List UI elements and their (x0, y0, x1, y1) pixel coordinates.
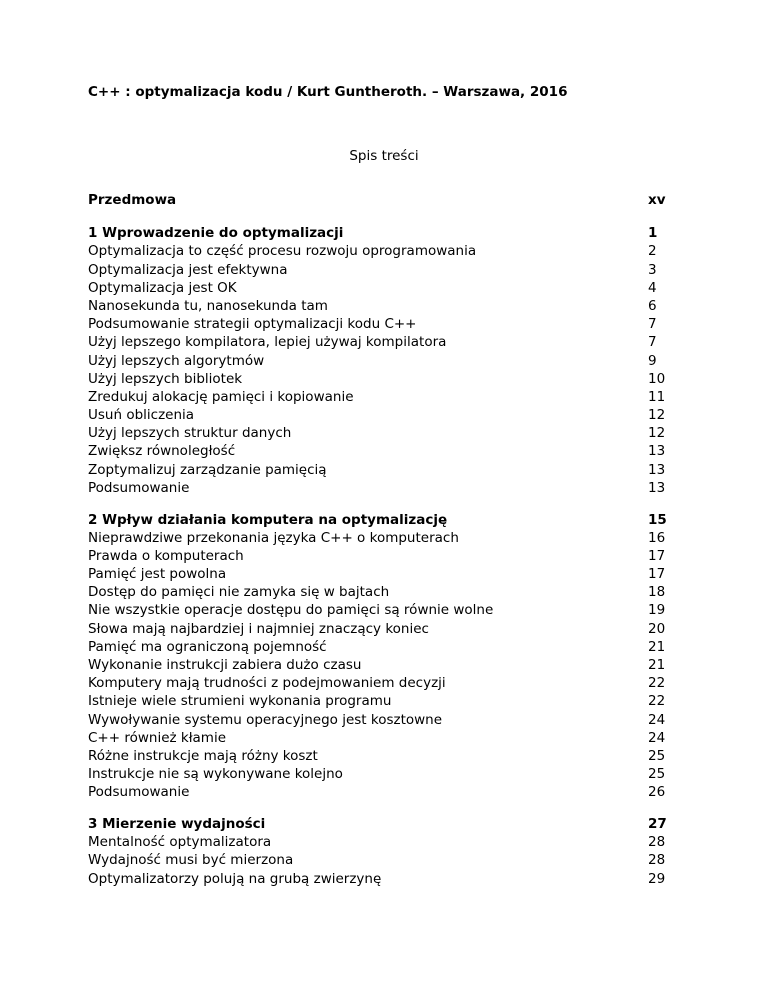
entry-title: Użyj lepszych struktur danych (88, 425, 292, 442)
entry-page-number: 10 (648, 370, 666, 387)
section-page-number: 15 (648, 511, 667, 528)
section-title: 1 Wprowadzenie do optymalizacji (88, 225, 344, 242)
entry-title: Mentalność optymalizatora (88, 834, 272, 851)
entry-page-number: 3 (648, 261, 657, 278)
toc-entry (88, 442, 672, 460)
toc-section (88, 224, 672, 497)
toc-entry (88, 656, 672, 674)
entry-page-number: 13 (648, 461, 666, 478)
entry-title: C++ również kłamie (88, 729, 227, 746)
entry-page-number: 22 (648, 693, 666, 710)
toc-section (88, 191, 672, 209)
toc-entry (88, 692, 672, 710)
entry-title: Podsumowanie (88, 479, 190, 496)
entry-title: Optymalizacja jest OK (88, 279, 237, 296)
entry-page-number: 26 (648, 784, 666, 801)
entry-page-number: 24 (648, 711, 666, 728)
citation-title: C++ : optymalizacja kodu / Kurt Guntheroth. – Warszawa, 2016 (88, 84, 568, 100)
entry-title: Wykonanie instrukcji zabiera dużo czasu (88, 657, 362, 673)
entry-title: Podsumowanie strategii optymalizacji kodu C++ (88, 316, 417, 333)
entry-title: Optymalizacja jest efektywna (88, 261, 288, 278)
toc-section (88, 511, 672, 802)
entry-title: Pamięć ma ograniczoną pojemność (88, 638, 327, 655)
entry-title: Dostęp do pamięci nie zamyka się w bajtach (88, 584, 390, 601)
entry-title: Nanosekunda tu, nanosekunda tam (88, 297, 328, 314)
toc-section-heading (88, 815, 672, 833)
entry-page-number: 25 (648, 766, 666, 783)
toc-entry (88, 352, 672, 370)
table-of-contents (88, 191, 672, 901)
entry-title: Zoptymalizuj zarządzanie pamięcią (88, 461, 327, 478)
entry-page-number: 12 (648, 425, 666, 442)
toc-section-heading (88, 224, 672, 242)
entry-title: Nie wszystkie operacje dostępu do pamięci są równie wolne (88, 602, 494, 619)
entry-title: Różne instrukcje mają różny koszt (88, 747, 318, 764)
toc-section (88, 815, 672, 888)
entry-title: Optymalizacja to część procesu rozwoju oprogramowania (88, 243, 477, 260)
section-title: 2 Wpływ działania komputera na optymalizację (88, 511, 448, 528)
entry-page-number: 13 (648, 479, 666, 496)
toc-entry (88, 279, 672, 297)
toc-entry (88, 674, 672, 692)
toc-entry (88, 461, 672, 479)
entry-title: Istnieje wiele strumieni wykonania programu (88, 693, 392, 710)
entry-page-number: 7 (648, 334, 657, 351)
section-title: 3 Mierzenie wydajności (88, 816, 266, 832)
entry-title: Użyj lepszych bibliotek (88, 370, 243, 387)
toc-entry (88, 783, 672, 801)
entry-title: Zredukuj alokację pamięci i kopiowanie (88, 388, 354, 405)
entry-page-number: 17 (648, 566, 666, 583)
entry-page-number: 7 (648, 316, 657, 333)
toc-entry (88, 529, 672, 547)
entry-title: Komputery mają trudności z podejmowaniem decyzji (88, 675, 446, 692)
toc-entry (88, 333, 672, 351)
entry-page-number: 21 (648, 657, 666, 673)
section-page-number: xv (648, 192, 666, 208)
entry-title: Wydajność musi być mierzona (88, 852, 294, 869)
toc-entry (88, 424, 672, 442)
toc-entry (88, 729, 672, 747)
entry-title: Słowa mają najbardziej i najmniej znaczący koniec (88, 620, 429, 637)
toc-entry (88, 479, 672, 497)
entry-title: Usuń obliczenia (88, 407, 195, 424)
entry-title: Użyj lepszego kompilatora, lepiej używaj kompilatora (88, 334, 447, 351)
entry-page-number: 13 (648, 443, 666, 460)
entry-page-number: 9 (648, 352, 657, 369)
entry-page-number: 4 (648, 279, 657, 296)
entry-page-number: 18 (648, 584, 666, 601)
entry-title: Podsumowanie (88, 784, 190, 801)
entry-title: Wywoływanie systemu operacyjnego jest kosztowne (88, 711, 443, 728)
entry-page-number: 6 (648, 297, 657, 314)
toc-entry (88, 406, 672, 424)
entry-page-number: 16 (648, 529, 666, 546)
toc-entry (88, 565, 672, 583)
entry-page-number: 2 (648, 243, 657, 260)
toc-entry (88, 765, 672, 783)
entry-page-number: 11 (648, 388, 666, 405)
toc-entry (88, 261, 672, 279)
section-page-number: 27 (648, 816, 667, 832)
entry-page-number: 28 (648, 852, 666, 869)
entry-page-number: 28 (648, 834, 666, 851)
section-title: Przedmowa (88, 192, 177, 208)
toc-section-heading (88, 191, 672, 209)
toc-entry (88, 315, 672, 333)
toc-entry (88, 851, 672, 869)
toc-entry (88, 370, 672, 388)
toc-entry (88, 638, 672, 656)
entry-page-number: 22 (648, 675, 666, 692)
entry-title: Nieprawdziwe przekonania języka C++ o komputerach (88, 529, 459, 546)
toc-entry (88, 620, 672, 638)
toc-entry (88, 297, 672, 315)
section-page-number: 1 (648, 225, 658, 242)
entry-title: Prawda o komputerach (88, 547, 244, 564)
entry-page-number: 19 (648, 602, 666, 619)
toc-entry (88, 747, 672, 765)
toc-entry (88, 711, 672, 729)
entry-page-number: 20 (648, 620, 666, 637)
toc-entry (88, 601, 672, 619)
toc-entry (88, 388, 672, 406)
toc-entry (88, 583, 672, 601)
toc-entry (88, 242, 672, 260)
toc-entry (88, 870, 672, 888)
entry-page-number: 21 (648, 638, 666, 655)
entry-title: Instrukcje nie są wykonywane kolejno (88, 766, 343, 783)
entry-title: Pamięć jest powolna (88, 566, 227, 583)
entry-page-number: 25 (648, 747, 666, 764)
entry-title: Użyj lepszych algorytmów (88, 352, 265, 369)
toc-section-heading (88, 511, 672, 529)
entry-page-number: 17 (648, 547, 666, 564)
entry-page-number: 12 (648, 407, 666, 424)
entry-title: Optymalizatorzy polują na grubą zwierzynę (88, 870, 382, 887)
entry-page-number: 29 (648, 870, 666, 887)
toc-heading: Spis treści (349, 148, 419, 164)
entry-page-number: 24 (648, 729, 666, 746)
toc-entry (88, 833, 672, 851)
entry-title: Zwiększ równoległość (88, 443, 236, 460)
toc-entry (88, 547, 672, 565)
